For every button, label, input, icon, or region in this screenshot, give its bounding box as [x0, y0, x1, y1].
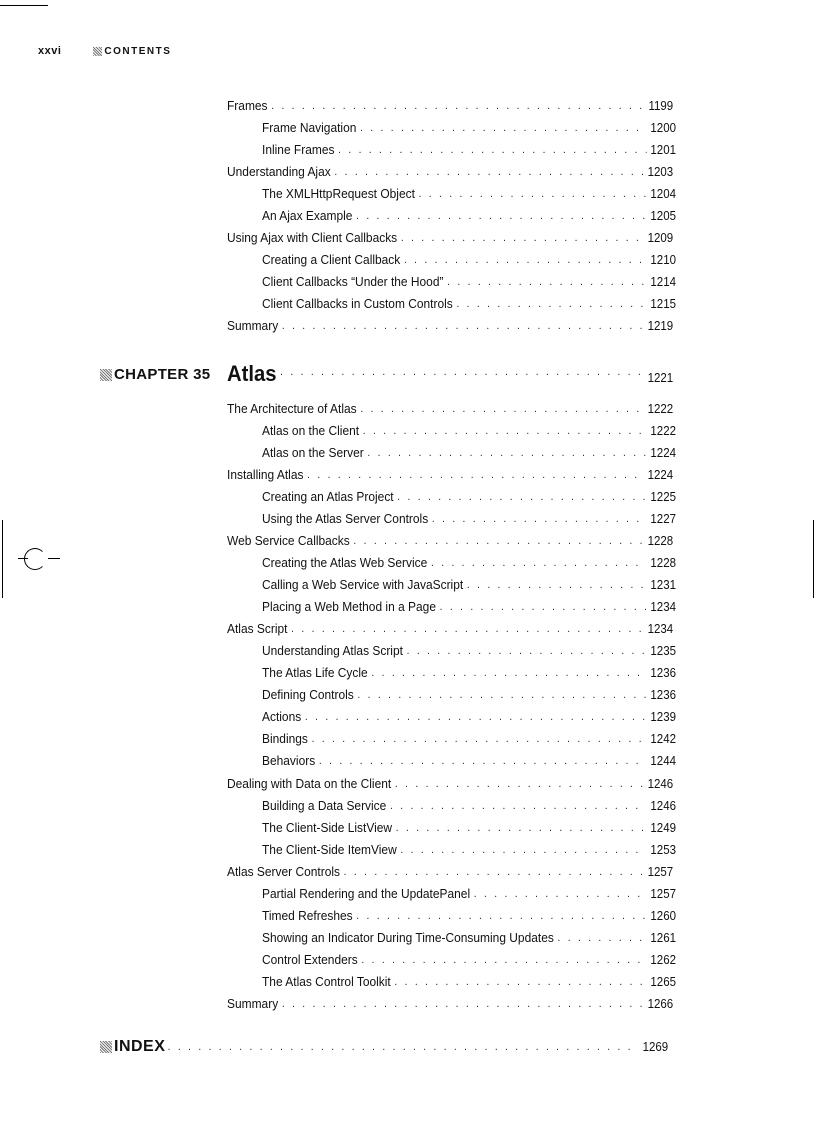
toc-entry[interactable] [262, 489, 676, 505]
toc-entry[interactable] [262, 709, 676, 725]
toc-entry-title: Building a Data Service [262, 797, 387, 813]
toc-entry[interactable] [262, 665, 676, 681]
toc-entry-title: Understanding Ajax [227, 164, 331, 179]
leader-dots [558, 930, 647, 946]
toc-entry-title: Creating a Client Callback [262, 252, 401, 267]
toc-entry-page: 1260 [650, 908, 676, 923]
leader-dots [356, 908, 646, 924]
toc-entry-page: 1200 [650, 121, 676, 135]
toc-entry[interactable] [227, 621, 673, 637]
index-row[interactable] [164, 1039, 668, 1055]
toc-entry-page: 1253 [650, 842, 676, 857]
toc-entry-page: 1261 [650, 930, 676, 945]
toc-entry[interactable] [262, 908, 676, 924]
toc-entry-title: The XMLHttpRequest Object [262, 186, 415, 201]
toc-entry-title: Atlas Server Controls [227, 863, 341, 879]
leader-dots [357, 687, 646, 703]
leader-dots [344, 864, 644, 880]
toc-entry-title: Client Callbacks “Under the Hood” [262, 274, 444, 289]
toc-entry-page: 1201 [650, 143, 676, 157]
toc-entry[interactable] [227, 996, 673, 1012]
toc-entry[interactable] [227, 467, 673, 483]
leader-dots [334, 164, 644, 180]
toc-entry[interactable] [262, 142, 676, 158]
toc-entry-page: 1249 [650, 820, 676, 835]
toc-entry-title: Actions [262, 709, 302, 725]
top-rule [0, 5, 48, 6]
toc-entry[interactable] [262, 555, 676, 571]
toc-entry-title: An Ajax Example [262, 208, 353, 223]
toc-entry-page: 1214 [650, 275, 676, 289]
toc-entry[interactable] [262, 753, 676, 769]
leader-dots [432, 511, 647, 527]
toc-entry[interactable] [262, 120, 676, 136]
toc-entry[interactable] [262, 186, 676, 202]
leader-dots [394, 974, 646, 990]
leader-dots [360, 401, 644, 417]
toc-entry-title: Inline Frames [262, 142, 335, 157]
toc-entry-title: Frame Navigation [262, 120, 357, 135]
toc-entry-title: Creating an Atlas Project [262, 489, 394, 505]
toc-entry-page: 1227 [650, 512, 676, 527]
toc-entry-page: 1228 [650, 556, 676, 571]
leader-dots [396, 820, 647, 836]
toc-entry-title: The Atlas Life Cycle [262, 665, 368, 681]
toc-entry[interactable] [262, 511, 676, 527]
leader-dots [338, 142, 647, 158]
toc-entry-page: 1205 [650, 209, 676, 223]
leader-dots [401, 230, 644, 246]
toc-entry[interactable] [227, 864, 673, 880]
toc-entry-page: 1224 [647, 468, 674, 483]
toc-entry[interactable] [262, 842, 676, 858]
toc-entry-page: 1236 [650, 666, 676, 681]
toc-entry-page: 1204 [650, 187, 676, 201]
toc-entry[interactable] [262, 445, 676, 461]
leader-dots [407, 643, 647, 659]
toc-entry[interactable] [262, 577, 676, 593]
toc-entry-title: Defining Controls [262, 687, 354, 703]
toc-entry-page: 1228 [647, 534, 674, 549]
toc-entry[interactable] [262, 208, 676, 224]
registration-circle-icon [24, 548, 46, 570]
toc-entry-title: Timed Refreshes [262, 907, 353, 923]
leader-dots [447, 274, 647, 290]
toc-entry-title: Frames [227, 98, 268, 113]
toc-entry-title: The Atlas Control Toolkit [262, 973, 391, 989]
toc-entry[interactable] [262, 687, 676, 703]
toc-entry-page: 1246 [647, 776, 674, 791]
toc-entry-title: Showing an Indicator During Time-Consuming Updates [262, 929, 554, 945]
toc-entry[interactable] [262, 886, 676, 902]
index-marker-icon [100, 1041, 112, 1053]
leader-dots [282, 996, 644, 1012]
toc-entry-page: 1236 [650, 688, 676, 703]
toc-entry-title: Summary [227, 318, 279, 333]
leader-dots [404, 252, 647, 268]
toc-entry-page: 1222 [650, 424, 676, 439]
page-number: xxvi [38, 45, 62, 57]
toc-entry[interactable] [262, 274, 676, 290]
toc-entry[interactable] [227, 401, 673, 417]
toc-entry-page: 1239 [650, 710, 676, 725]
toc-entry[interactable] [262, 296, 676, 312]
toc-entry-title: Client Callbacks in Custom Controls [262, 296, 453, 311]
index-label: INDEX [100, 1038, 165, 1056]
leader-dots [440, 599, 647, 615]
toc-entry-title: The Client-Side ListView [262, 819, 393, 835]
toc-entry-title: Understanding Atlas Script [262, 643, 403, 659]
chapter-title-row[interactable] [227, 362, 673, 386]
toc-entry[interactable] [262, 252, 676, 268]
running-title: CONTENTS [104, 45, 172, 57]
toc-entry-page: 1262 [650, 952, 676, 967]
leader-dots [395, 776, 644, 792]
toc-entry-page: 1265 [650, 974, 676, 989]
toc-entry-page: 1209 [647, 231, 674, 245]
toc-entry-page: 1234 [647, 622, 674, 637]
leader-dots [353, 533, 644, 549]
toc-entry-title: Placing a Web Method in a Page [262, 599, 436, 615]
toc-entry-page: 1199 [648, 99, 674, 113]
toc-entry-page: 1234 [650, 600, 676, 615]
toc-entry[interactable] [227, 98, 673, 114]
toc-entry-page: 1242 [650, 732, 676, 747]
leader-dots [467, 577, 647, 593]
leader-dots [419, 186, 647, 202]
toc-entry-title: Creating the Atlas Web Service [262, 555, 428, 571]
toc-entry[interactable] [227, 776, 673, 792]
toc-entry[interactable] [227, 230, 673, 246]
leader-dots [271, 98, 645, 114]
chapter-title: Atlas [227, 361, 277, 386]
toc-entry-page: 1219 [647, 319, 674, 333]
toc-entry-page: 1246 [650, 798, 676, 813]
leader-dots [397, 489, 646, 505]
toc-entry-title: The Architecture of Atlas [227, 401, 357, 416]
leader-dots [456, 296, 646, 312]
toc-entry-page: 1203 [647, 165, 674, 179]
toc-entry-title: Atlas on the Server [262, 445, 364, 461]
toc-entry[interactable] [262, 798, 676, 814]
leader-dots [363, 423, 647, 439]
leader-dots [361, 952, 646, 968]
toc-entry[interactable] [262, 731, 676, 747]
leader-dots [312, 731, 647, 747]
toc-entry[interactable] [262, 820, 676, 836]
toc-entry[interactable] [262, 423, 676, 439]
toc-entry-title: Behaviors [262, 753, 316, 769]
toc-entry[interactable] [262, 974, 676, 990]
leader-dots [280, 360, 644, 384]
leader-dots [356, 208, 647, 224]
toc-entry-title: Atlas on the Client [262, 423, 360, 439]
chapter-label: CHAPTER 35 [100, 366, 210, 383]
toc-entry-title: Control Extenders [262, 951, 358, 967]
leader-dots [367, 445, 646, 461]
toc-entry-title: Bindings [262, 731, 308, 747]
toc-entry-page: 1257 [647, 864, 674, 879]
crop-tick-right [48, 558, 60, 559]
toc-entry-title: Atlas Script [227, 621, 288, 637]
toc-entry[interactable] [227, 164, 673, 180]
toc-entry-title: Summary [227, 995, 279, 1011]
leader-dots [390, 798, 647, 814]
toc-entry-page: 1210 [650, 253, 676, 267]
index-page: 1269 [642, 1040, 669, 1054]
crop-mark-left [2, 520, 3, 598]
toc-entry[interactable] [262, 599, 676, 615]
toc-entry-title: Installing Atlas [227, 467, 304, 483]
leader-dots [319, 753, 647, 769]
leader-dots [431, 555, 647, 571]
toc-entry-title: Dealing with Data on the Client [227, 775, 392, 791]
toc-entry[interactable] [262, 643, 676, 659]
leader-dots [474, 886, 647, 902]
toc-entry[interactable] [227, 533, 673, 549]
toc-entry-page: 1222 [647, 402, 674, 416]
leader-dots [305, 709, 647, 725]
toc-entry-title: The Client-Side ItemView [262, 841, 397, 857]
leader-dots [400, 842, 646, 858]
toc-entry-page: 1244 [650, 754, 676, 769]
running-header [38, 44, 171, 58]
toc-entry-page: 1235 [650, 644, 676, 659]
toc-entry-page: 1225 [650, 490, 676, 505]
toc-entry-page: 1266 [647, 996, 674, 1011]
toc-entry-page: 1231 [650, 578, 676, 593]
leader-dots [371, 665, 646, 681]
leader-dots [168, 1039, 639, 1055]
toc-entry-title: Using the Atlas Server Controls [262, 511, 429, 527]
chapter-marker-icon [100, 369, 112, 381]
toc-entry-title: Calling a Web Service with JavaScript [262, 577, 464, 593]
toc-entry-title: Web Service Callbacks [227, 533, 350, 549]
toc-entry[interactable] [262, 952, 676, 968]
toc-entry-page: 1215 [650, 297, 676, 311]
leader-dots [291, 621, 644, 637]
leader-dots [360, 120, 647, 136]
leader-dots [282, 318, 644, 334]
header-marker-icon [93, 47, 102, 56]
toc-entry[interactable] [262, 930, 676, 946]
chapter-page: 1221 [647, 371, 674, 385]
toc-entry[interactable] [227, 318, 673, 334]
leader-dots [307, 467, 644, 483]
toc-entry-page: 1224 [650, 446, 676, 461]
crop-mark-right [813, 520, 814, 598]
toc-entry-title: Using Ajax with Client Callbacks [227, 230, 398, 245]
toc-entry-page: 1257 [650, 886, 676, 901]
toc-entry-title: Partial Rendering and the UpdatePanel [262, 885, 471, 901]
